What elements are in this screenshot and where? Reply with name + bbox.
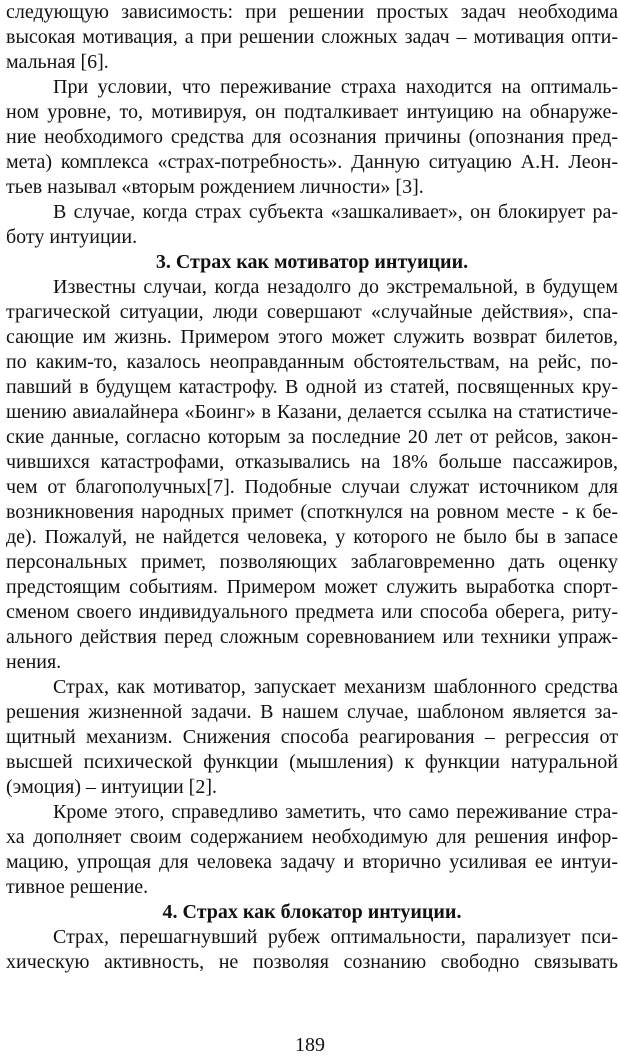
text-line: мальная [6]. bbox=[6, 51, 109, 73]
text-line: следующую зависимость: при решении простых задач необходима bbox=[6, 1, 618, 23]
text-line: мета) комплекса «страх-потребность». Данную ситуацию А.Н. Леон- bbox=[6, 151, 618, 173]
text-line: В случае, когда страх субъекта «зашкаливает», он блокирует ра- bbox=[53, 201, 618, 223]
text-line: щитный механизм. Снижения способа реагирования – регрессия от bbox=[6, 726, 618, 748]
text-line: хическую активность, не позволяя сознанию свободно связывать bbox=[6, 951, 618, 973]
text-line: Страх, перешагнувший рубеж оптимальности, парализует пси- bbox=[53, 926, 618, 948]
text-line: сменом своего индивидуального предмета или способа оберега, риту- bbox=[6, 601, 618, 623]
text-line: трагической ситуации, люди совершают «случайные действия», спа- bbox=[6, 301, 618, 323]
text-line: Известны случаи, когда незадолго до экстремальной, в будущем bbox=[53, 276, 618, 298]
text-line: де). Пожалуй, не найдется человека, у которого не было бы в запасе bbox=[6, 526, 618, 548]
text-line: сающие им жизнь. Примером этого может служить возврат билетов, bbox=[6, 326, 618, 348]
text-line: возникновения народных примет (споткнулся на ровном месте - к бе- bbox=[6, 501, 618, 523]
text-line: высшей психической функции (мышления) к функции натуральной bbox=[6, 751, 618, 773]
text-line: предстоящим событиям. Примером может служить выработка спорт- bbox=[6, 576, 618, 598]
text-line: по каким-то, казалось неоправданным обстоятельствам, на рейс, по- bbox=[6, 351, 618, 373]
page-number: 189 bbox=[295, 1034, 325, 1056]
text-line: ские данные, согласно которым за последние 20 лет от рейсов, закон- bbox=[6, 426, 618, 448]
text-line: ха дополняет своим содержанием необходимую для решения инфор- bbox=[6, 826, 618, 848]
text-line: решения жизненной задачи. В нашем случае, шаблоном является за- bbox=[6, 701, 618, 723]
text-line: Кроме этого, справедливо заметить, что само переживание стра- bbox=[53, 801, 618, 823]
text-line: персональных примет, позволяющих заблаговременно дать оценку bbox=[6, 551, 618, 573]
text-line: ального действия перед сложным соревнованием или техники упраж- bbox=[6, 626, 618, 648]
text-line: павший в будущем катастрофу. В одной из статей, посвященных кру- bbox=[6, 376, 618, 398]
text-line: тивное решение. bbox=[6, 876, 149, 898]
text-line: чем от благополучных[7]. Подобные случаи служат источником для bbox=[6, 476, 618, 498]
text-line: ном уровне, то, мотивируя, он подталкивает интуицию на обнаруже- bbox=[6, 101, 618, 123]
text-line: чившихся катастрофами, отказывались на 18% больше пассажиров, bbox=[6, 451, 618, 473]
text-line: нения. bbox=[6, 651, 62, 673]
section-heading: 4. Страх как блокатор интуиции. bbox=[162, 901, 462, 923]
text-line: мацию, упрощая для человека задачу и вторично усиливая ее интуи- bbox=[6, 851, 618, 873]
text-line: ние необходимого средства для осознания причины (опознания пред- bbox=[6, 126, 618, 148]
text-line: тьев называл «вторым рождением личности» [3]. bbox=[6, 176, 424, 198]
text-line: Страх, как мотиватор, запускает механизм шаблонного средства bbox=[53, 676, 618, 698]
text-line: При условии, что переживание страха находится на оптималь- bbox=[53, 76, 618, 98]
text-line: боту интуиции. bbox=[6, 226, 138, 248]
text-line: высокая мотивация, а при решении сложных задач – мотивация опти- bbox=[6, 26, 618, 48]
text-line: (эмоция) – интуиции [2]. bbox=[6, 776, 218, 798]
text-line: шению авиалайнера «Боинг» в Казани, делается ссылка на статистиче- bbox=[6, 401, 618, 423]
section-heading: 3. Страх как мотиватор интуиции. bbox=[155, 251, 469, 273]
